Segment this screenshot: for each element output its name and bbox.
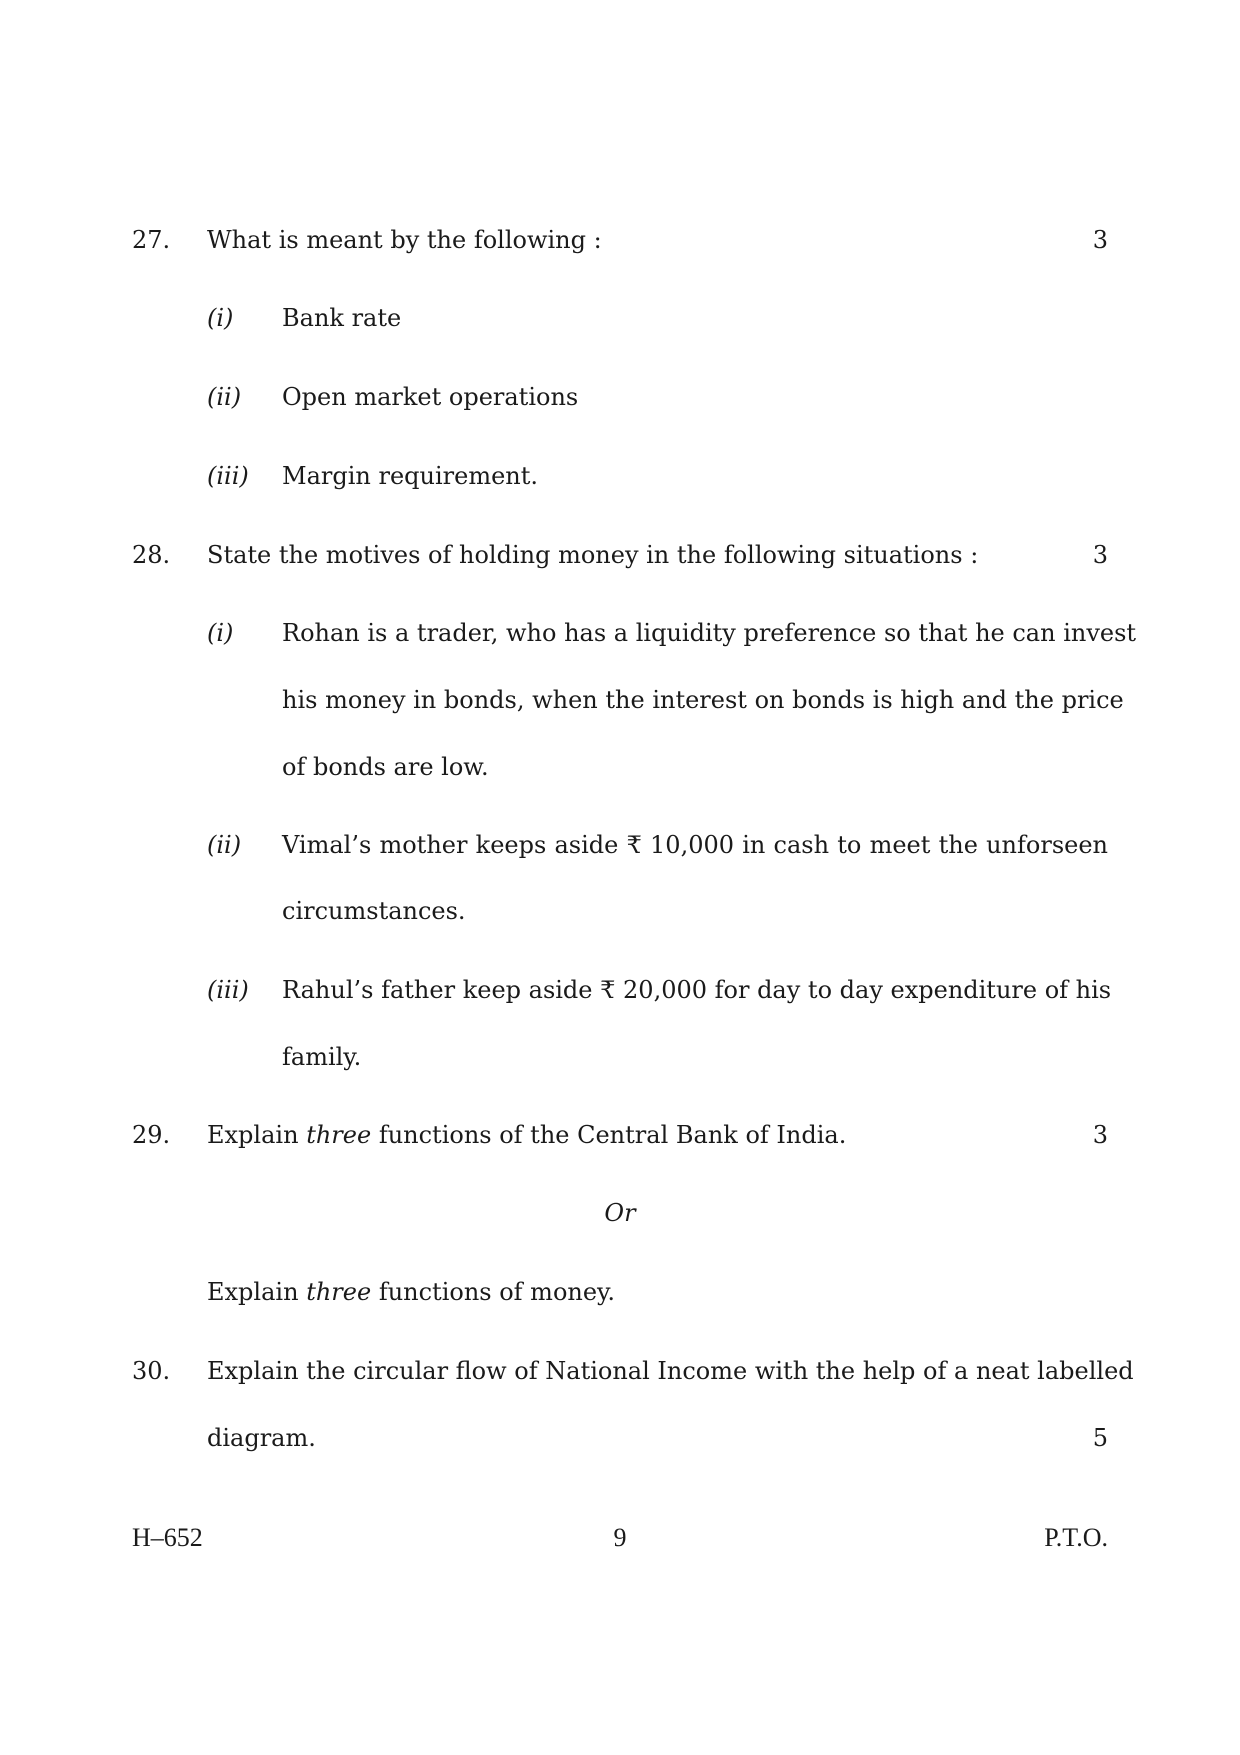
- q27-item-1-text: Bank rate: [282, 304, 402, 332]
- q30-marks: 5: [1092, 1424, 1108, 1452]
- footer-paper-code: H–652: [132, 1523, 203, 1552]
- q28-item-1-line1: Rohan is a trader, who has a liquidity preference so that he can invest: [282, 619, 1137, 647]
- q28-item-2-roman: (ii): [207, 831, 242, 859]
- q29-text: [207, 1121, 846, 1149]
- q28-number: 28.: [132, 541, 171, 569]
- q28-item-1-roman: (i): [207, 619, 234, 647]
- q28-item-1-line2: his money in bonds, when the interest on bonds is high and the price: [282, 686, 1124, 714]
- q28-marks: 3: [1092, 541, 1108, 569]
- q27-number: 27.: [132, 226, 171, 254]
- q29-text-emph: three: [306, 1121, 372, 1149]
- q29-text-after: functions of the Central Bank of India.: [378, 1121, 847, 1149]
- q27-marks: 3: [1092, 226, 1108, 254]
- q29-alt-emph: three: [306, 1278, 372, 1306]
- q29-alt-after: functions of money.: [378, 1278, 616, 1306]
- q27-item-3-roman: (iii): [207, 462, 249, 490]
- q27-item-2-roman: (ii): [207, 383, 242, 411]
- q28-item-1-line3: of bonds are low.: [282, 753, 489, 781]
- q30-line1: Explain the circular flow of National Income with the help of a neat labelled: [207, 1357, 1134, 1385]
- q28-item-2-line1: Vimal’s mother keeps aside ₹ 10,000 in cash to meet the unforseen: [282, 831, 1108, 859]
- q27-text: What is meant by the following :: [207, 226, 602, 254]
- q29-marks: 3: [1092, 1121, 1108, 1149]
- q28-item-3-line1: Rahul’s father keep aside ₹ 20,000 for day to day expenditure of his: [282, 976, 1112, 1004]
- q27-item-2-text: Open market operations: [282, 383, 579, 411]
- q30-number: 30.: [132, 1357, 171, 1385]
- q28-item-3-line2: family.: [282, 1043, 362, 1071]
- q28-text: State the motives of holding money in the following situations :: [207, 541, 979, 569]
- q29-alt-before: Explain: [207, 1278, 299, 1306]
- q27-item-1-roman: (i): [207, 304, 234, 332]
- q28-item-3-roman: (iii): [207, 976, 249, 1004]
- q29-alt-text: [207, 1278, 615, 1306]
- q29-number: 29.: [132, 1121, 171, 1149]
- q29-or-label: Or: [604, 1199, 636, 1227]
- q28-item-2-line2: circumstances.: [282, 897, 466, 925]
- q29-text-before: Explain: [207, 1121, 299, 1149]
- footer-pto: P.T.O.: [1044, 1523, 1108, 1552]
- q27-item-3-text: Margin requirement.: [282, 462, 539, 490]
- footer-page-number: 9: [613, 1523, 627, 1552]
- q30-line2: diagram.: [207, 1424, 316, 1452]
